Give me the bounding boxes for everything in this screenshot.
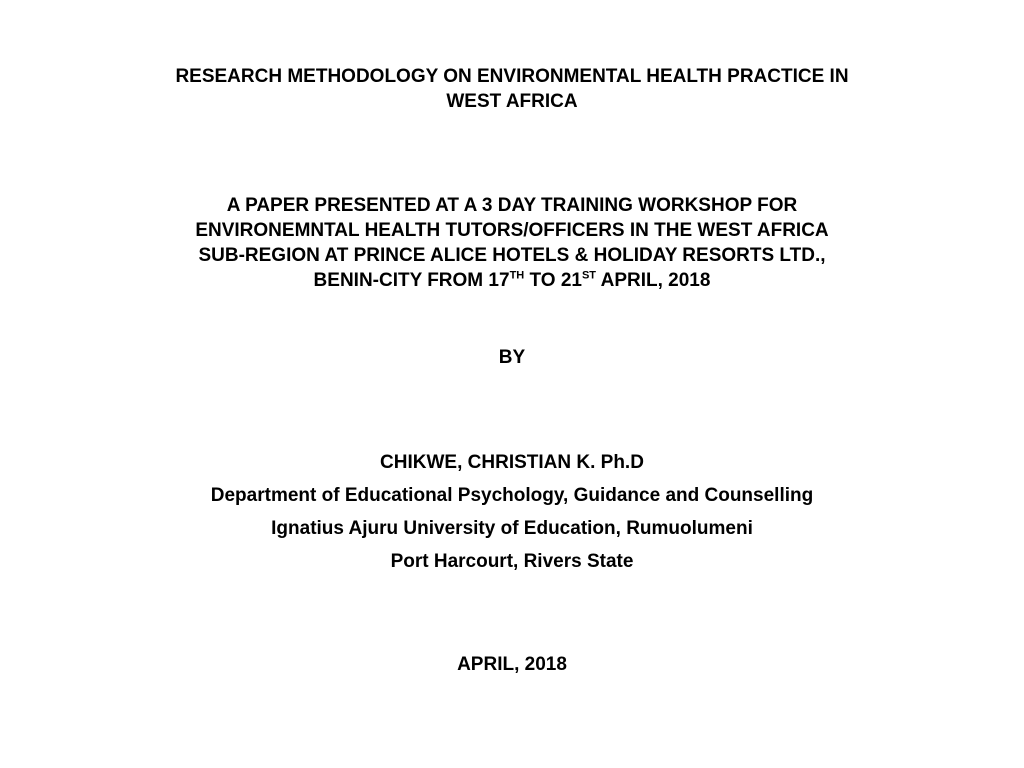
subtitle-line-1: A PAPER PRESENTED AT A 3 DAY TRAINING WORKSHOP FOR [226,195,798,216]
subtitle-line-4-text-1: BENIN-CITY FROM 17 [313,270,510,291]
subtitle-line-4 [60,268,964,293]
subtitle-line-4-text-3: APRIL, 2018 [596,270,711,291]
paper-subtitle [60,193,964,293]
subtitle-line-2: ENVIRONEMNTAL HEALTH TUTORS/OFFICERS IN THE WEST AFRICA [195,220,829,241]
author-block [60,446,964,578]
superscript-th: TH [509,269,525,282]
paper-title-line-2: WEST AFRICA [446,91,578,112]
author-department: Department of Educational Psychology, Guidance and Counselling [210,485,814,506]
superscript-st: ST [581,269,597,282]
author-name: CHIKWE, CHRISTIAN K. Ph.D [380,452,644,473]
subtitle-line-3: SUB-REGION AT PRINCE ALICE HOTELS & HOLIDAY RESORTS LTD., [198,245,826,266]
author-university: Ignatius Ajuru University of Education, Rumuolumeni [271,518,753,539]
presentation-date: APRIL, 2018 [457,654,567,675]
paper-title-line-1: RESEARCH METHODOLOGY ON ENVIRONMENTAL HEALTH PRACTICE IN [175,66,849,87]
by-label: BY [498,347,526,368]
paper-title [60,64,964,114]
author-location: Port Harcourt, Rivers State [390,551,634,572]
subtitle-line-4-text-2: TO 21 [524,270,582,291]
